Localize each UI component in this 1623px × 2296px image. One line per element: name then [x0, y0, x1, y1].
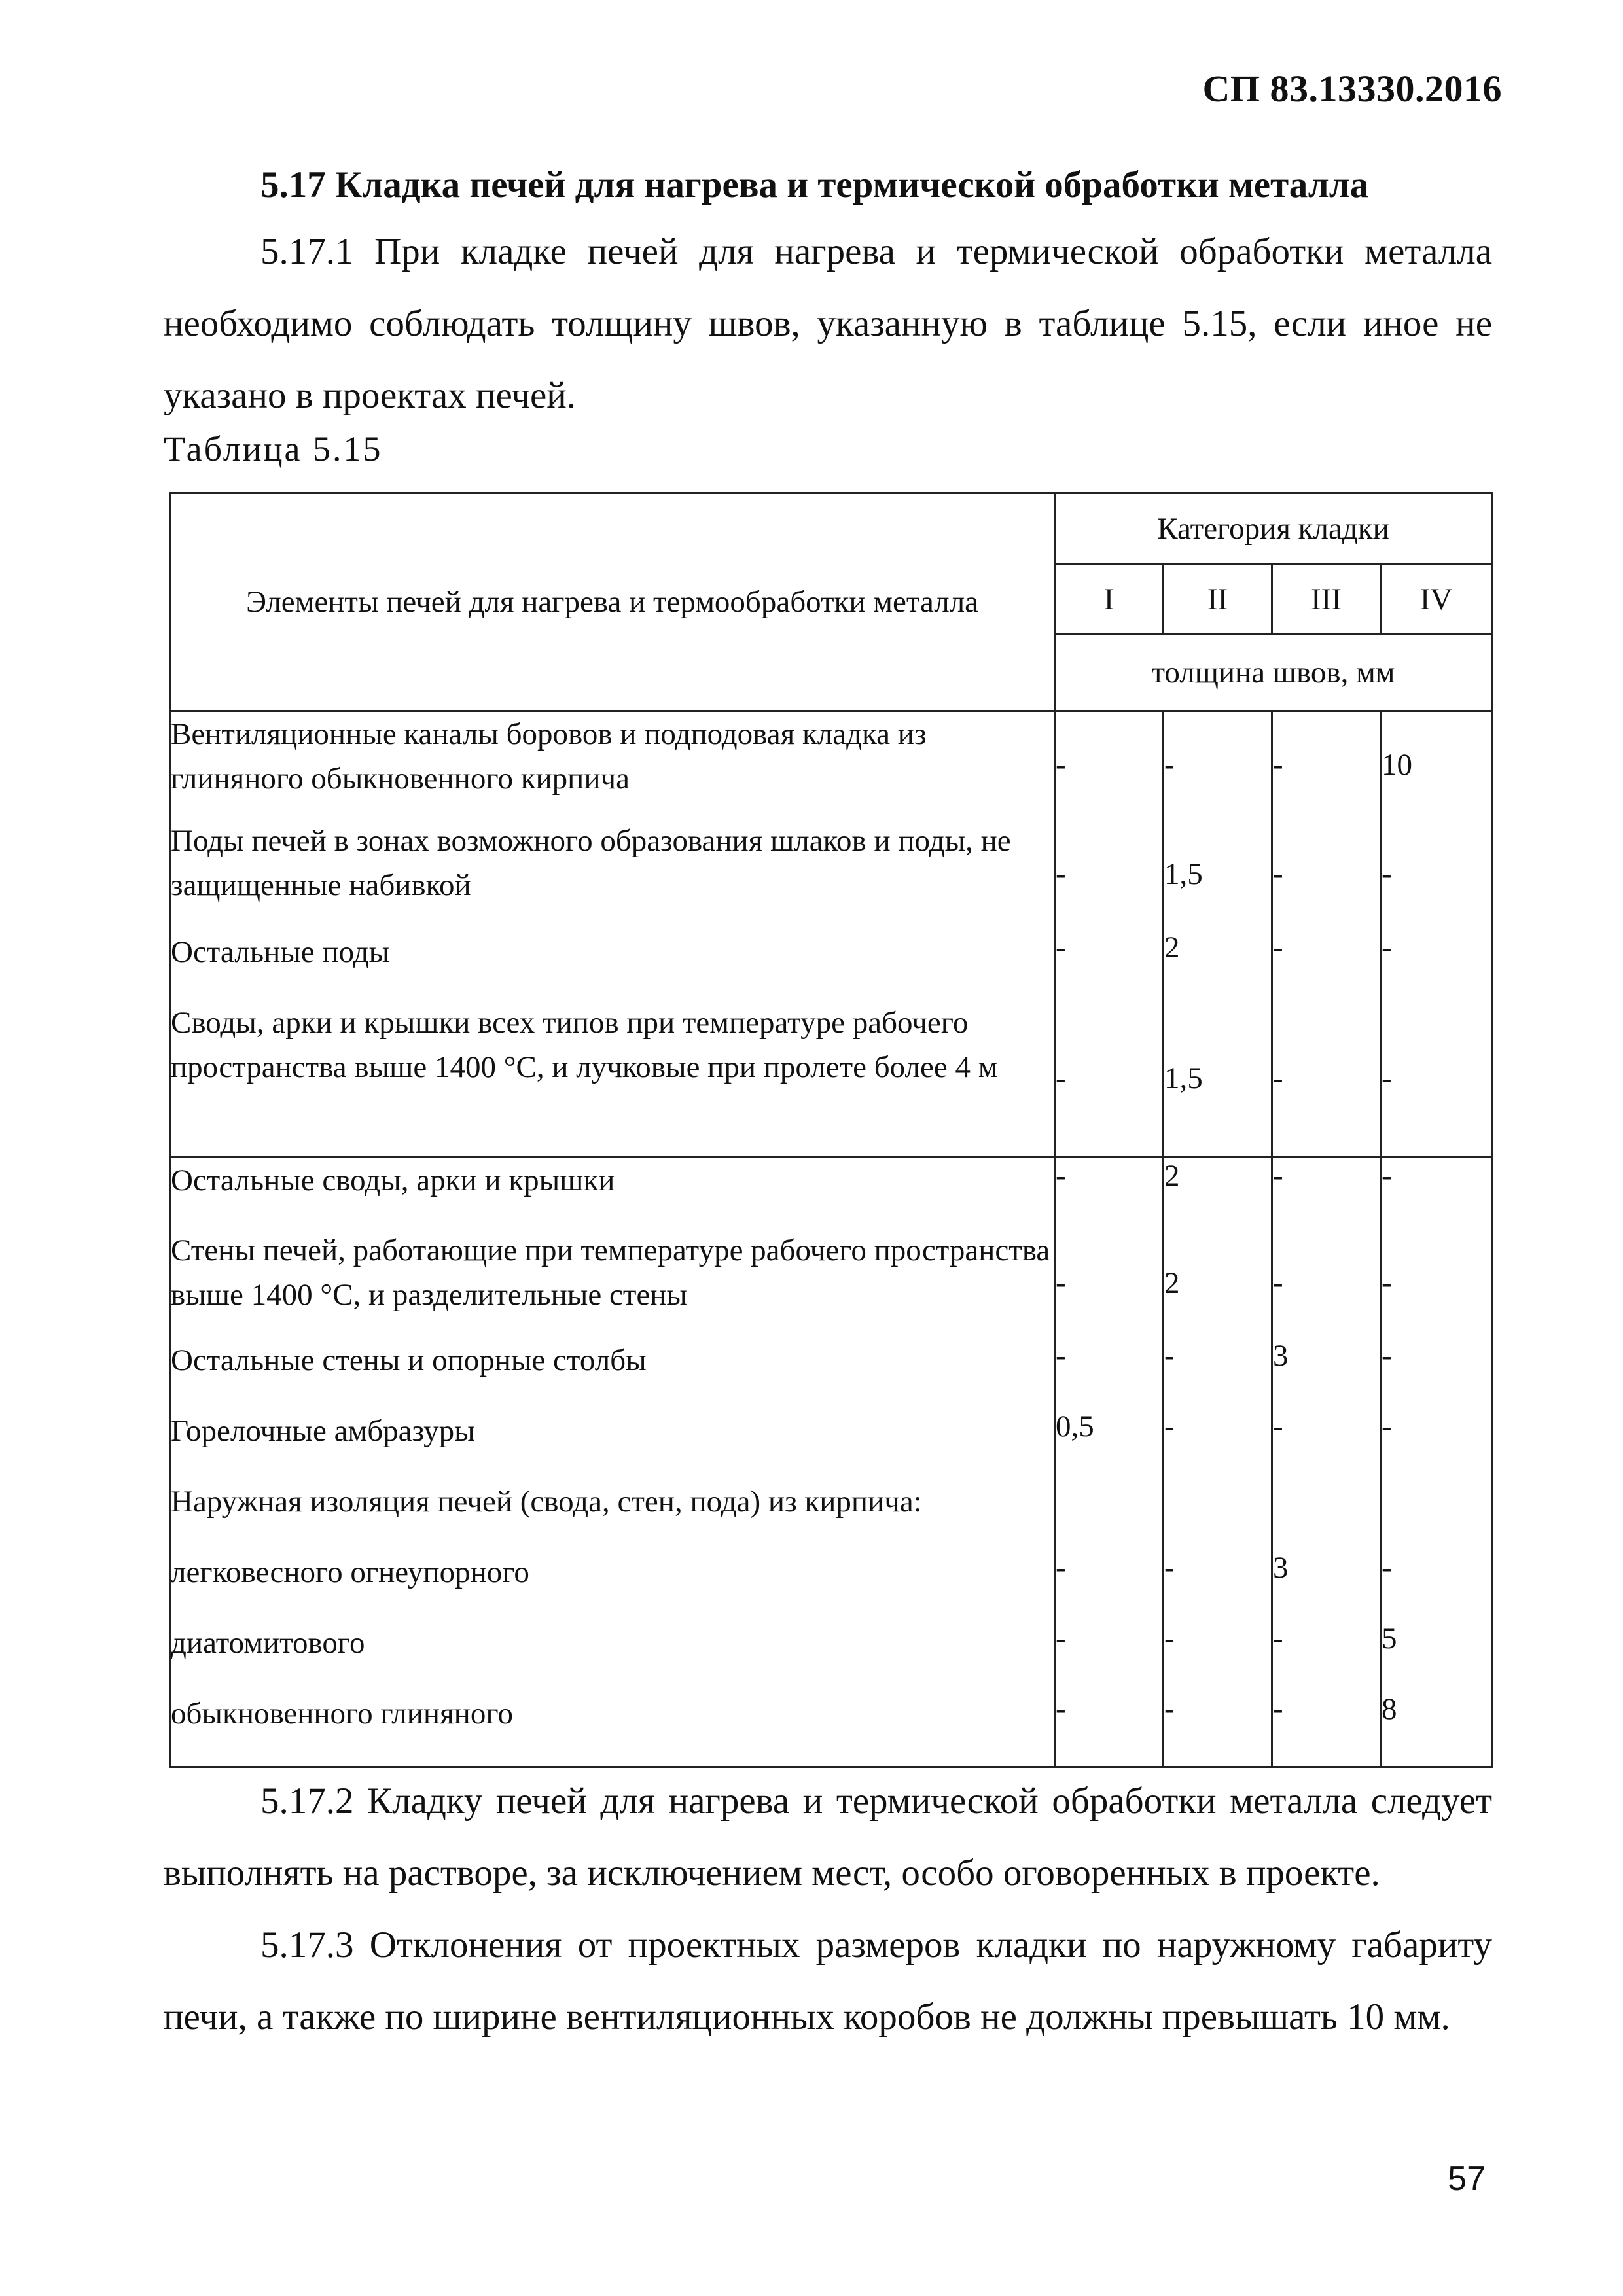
table-header-row: [170, 493, 1492, 564]
cell-value: -: [1272, 930, 1381, 1000]
cell-value: -: [1164, 1691, 1272, 1767]
table-row: [170, 1409, 1492, 1479]
table-row: [170, 1691, 1492, 1767]
row-element: Своды, арки и крышки всех типов при температуре рабочего пространства выше 1400 °С, и лучковые при пролете более 4 м: [170, 1000, 1055, 1157]
cell-value: -: [1381, 819, 1492, 930]
header-col-ii: II: [1164, 564, 1272, 635]
table-row: [170, 1228, 1492, 1338]
table-row: [170, 1157, 1492, 1228]
cell-value: -: [1055, 1691, 1164, 1767]
cell-value: 1,5: [1164, 1000, 1272, 1157]
cell-value: [1381, 1479, 1492, 1550]
cell-value: -: [1272, 819, 1381, 930]
cell-value: 3: [1272, 1338, 1381, 1409]
table-row: [170, 1000, 1492, 1157]
cell-value: 3: [1272, 1550, 1381, 1621]
cell-value: -: [1055, 1157, 1164, 1228]
row-element: Остальные поды: [170, 930, 1055, 1000]
page-number: 57: [1448, 2160, 1486, 2198]
cell-value: -: [1164, 1409, 1272, 1479]
header-category: Категория кладки: [1055, 493, 1492, 564]
row-element: Горелочные амбразуры: [170, 1409, 1055, 1479]
section-title: 5.17 Кладка печей для нагрева и термической обработки металла: [260, 164, 1369, 205]
cell-value: -: [1272, 1000, 1381, 1157]
cell-value: -: [1381, 930, 1492, 1000]
paragraph-5-17-1: 5.17.1 При кладке печей для нагрева и термической обработки металла необходимо соблюдать толщину швов, указанную в таблице 5.15, если иное не указано в проектах печей.: [164, 231, 1492, 416]
cell-value: -: [1381, 1000, 1492, 1157]
cell-value: -: [1272, 1691, 1381, 1767]
cell-value: -: [1055, 711, 1164, 819]
cell-value: -: [1055, 1550, 1164, 1621]
cell-value: -: [1164, 1550, 1272, 1621]
table-row: [170, 819, 1492, 930]
cell-value: -: [1164, 1338, 1272, 1409]
cell-value: 10: [1381, 711, 1492, 819]
cell-value: 8: [1381, 1691, 1492, 1767]
cell-value: -: [1272, 1157, 1381, 1228]
row-element: Наружная изоляция печей (свода, стен, пода) из кирпича:: [170, 1479, 1055, 1550]
cell-value: [1164, 1479, 1272, 1550]
cell-value: -: [1055, 819, 1164, 930]
table-row: [170, 1338, 1492, 1409]
cell-value: -: [1272, 1228, 1381, 1338]
cell-value: -: [1272, 1621, 1381, 1691]
header-col-i: I: [1055, 564, 1164, 635]
cell-value: 5: [1381, 1621, 1492, 1691]
table-row: [170, 930, 1492, 1000]
cell-value: [1272, 1479, 1381, 1550]
cell-value: -: [1055, 1621, 1164, 1691]
cell-value: -: [1381, 1228, 1492, 1338]
cell-value: -: [1055, 1000, 1164, 1157]
cell-value: -: [1055, 1228, 1164, 1338]
cell-value: -: [1381, 1550, 1492, 1621]
header-elements: Элементы печей для нагрева и термообработки металла: [170, 493, 1055, 711]
cell-value: 2: [1164, 1157, 1272, 1228]
row-element: Стены печей, работающие при температуре рабочего пространства выше 1400 °С, и разделительные стены: [170, 1228, 1055, 1338]
header-unit: толщина швов, мм: [1055, 635, 1492, 711]
header-col-iii: III: [1272, 564, 1381, 635]
row-element: Вентиляционные каналы боровов и подподовая кладка из глиняного обыкновенного кирпича: [170, 711, 1055, 819]
table-caption: Таблица 5.15: [164, 429, 383, 468]
cell-value: 2: [1164, 930, 1272, 1000]
paragraph-5-17-2: 5.17.2 Кладку печей для нагрева и термической обработки металла следует выполнять на растворе, за исключением мест, особо оговоренных в проекте.: [164, 1780, 1492, 1894]
table-row: [170, 1479, 1492, 1550]
row-element: Остальные своды, арки и крышки: [170, 1157, 1055, 1228]
cell-value: 1,5: [1164, 819, 1272, 930]
cell-value: [1055, 1479, 1164, 1550]
row-element: обыкновенного глиняного: [170, 1691, 1055, 1767]
cell-value: -: [1164, 1621, 1272, 1691]
cell-value: -: [1381, 1338, 1492, 1409]
row-element: легковесного огнеупорного: [170, 1550, 1055, 1621]
table-row: [170, 1550, 1492, 1621]
header-col-iv: IV: [1381, 564, 1492, 635]
cell-value: -: [1055, 930, 1164, 1000]
cell-value: 2: [1164, 1228, 1272, 1338]
table-row: [170, 1621, 1492, 1691]
table-row: [170, 711, 1492, 819]
row-element: Поды печей в зонах возможного образования шлаков и поды, не защищенные набивкой: [170, 819, 1055, 930]
cell-value: 0,5: [1055, 1409, 1164, 1479]
cell-value: -: [1381, 1157, 1492, 1228]
cell-value: -: [1381, 1409, 1492, 1479]
row-element: диатомитового: [170, 1621, 1055, 1691]
row-element: Остальные стены и опорные столбы: [170, 1338, 1055, 1409]
cell-value: -: [1272, 711, 1381, 819]
cell-value: -: [1272, 1409, 1381, 1479]
cell-value: -: [1164, 711, 1272, 819]
cell-value: -: [1055, 1338, 1164, 1409]
masonry-joint-thickness-table: [169, 492, 1493, 1768]
paragraph-5-17-3: 5.17.3 Отклонения от проектных размеров кладки по наружному габариту печи, а также по ширине вентиляционных коробов не должны превышать 10 мм.: [164, 1924, 1492, 2038]
document-code: СП 83.13330.2016: [1202, 67, 1502, 110]
